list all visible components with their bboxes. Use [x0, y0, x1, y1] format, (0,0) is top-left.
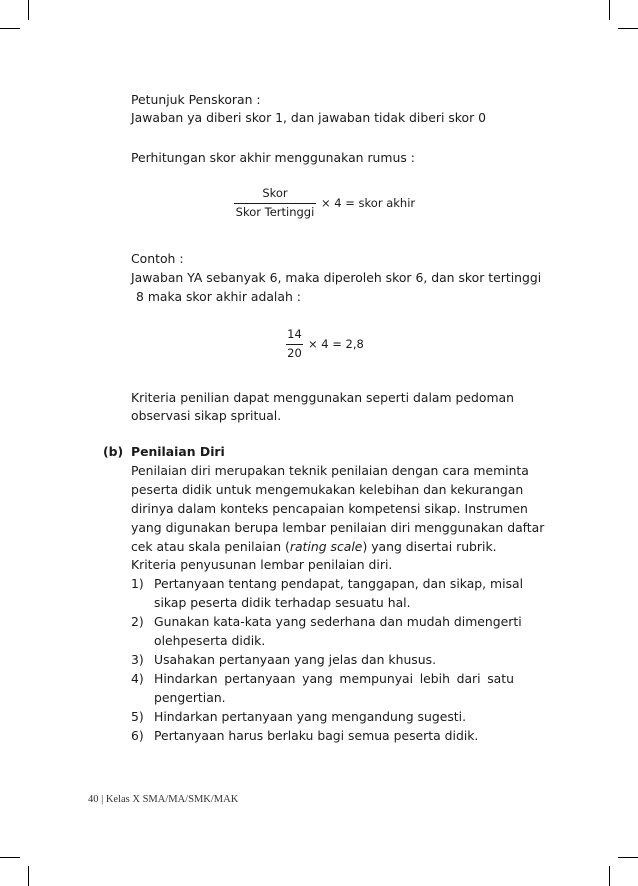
list-item: Pertanyaan tentang pendapat, tanggapan, dan sikap, misal: [154, 576, 524, 591]
paragraph-line: peserta didik untuk mengemukakan kelebihan dan kekurangan: [131, 482, 524, 497]
paragraph-text: cek atau skala penilaian (: [131, 539, 290, 554]
formula-intro: Perhitungan skor akhir menggunakan rumus :: [131, 150, 415, 165]
list-item: Usahakan pertanyaan yang jelas dan khusus.: [154, 652, 437, 667]
list-item: Pertanyaan harus berlaku bagi semua peserta didik.: [154, 728, 479, 743]
formula-denominator: Skor Tertinggi: [235, 205, 315, 219]
paragraph-line: Penilaian diri merupakan teknik penilaian dengan cara meminta: [131, 463, 529, 478]
example-denominator: 20: [287, 346, 302, 360]
list-item: pengertian.: [154, 690, 226, 705]
paragraph-line: yang digunakan berupa lembar penilaian diri menggunakan daftar: [131, 520, 545, 535]
formula-numerator: Skor: [262, 186, 288, 200]
crop-mark: [618, 857, 638, 858]
list-number: 1): [131, 576, 144, 591]
example-heading: Contoh :: [131, 251, 184, 266]
fraction-bar: [286, 344, 303, 345]
formula-result: × 4 = skor akhir: [321, 196, 416, 210]
example-formula: [286, 327, 376, 361]
list-item: olehpeserta didik.: [154, 633, 266, 648]
crop-mark: [618, 28, 638, 29]
crop-mark: [0, 857, 20, 858]
list-item: Hindarkan pertanyaan yang mempunyai lebih dari satu: [154, 671, 514, 686]
example-numerator: 14: [287, 327, 302, 341]
example-line: Jawaban YA sebanyak 6, maka diperoleh skor 6, dan skor tertinggi: [131, 270, 542, 285]
list-number: 4): [131, 671, 144, 686]
crop-mark: [28, 0, 29, 20]
example-result: × 4 = 2,8: [308, 337, 364, 351]
list-number: 2): [131, 614, 144, 629]
list-item: Hindarkan pertanyaan yang mengandung sugesti.: [154, 709, 467, 724]
list-item: sikap peserta didik terhadap sesuatu hal.: [154, 595, 411, 610]
section-title: Penilaian Diri: [131, 444, 225, 459]
list-number: 3): [131, 652, 144, 667]
crop-mark: [609, 0, 610, 20]
example-line: 8 maka skor akhir adalah :: [136, 289, 301, 304]
rating-scale-term: rating scale: [289, 539, 363, 554]
list-number: 5): [131, 709, 144, 724]
list-item: Gunakan kata-kata yang sederhana dan mudah dimengerti: [154, 614, 522, 629]
scoring-heading: Petunjuk Penskoran :: [131, 92, 261, 107]
crop-mark: [28, 866, 29, 886]
page-footer: 40 | Kelas X SMA/MA/SMK/MAK: [88, 794, 239, 805]
crop-mark: [0, 28, 20, 29]
fraction-bar: [234, 203, 316, 204]
crop-mark: [609, 866, 610, 886]
criteria-intro: Kriteria penyusunan lembar penilaian diri.: [131, 557, 393, 572]
criteria-line: observasi sikap spritual.: [131, 408, 282, 423]
paragraph-line: dirinya dalam konteks pencapaian kompetensi sikap. Instrumen: [131, 501, 528, 516]
scoring-rule: Jawaban ya diberi skor 1, dan jawaban tidak diberi skor 0: [131, 110, 487, 125]
list-number: 6): [131, 728, 144, 743]
score-formula: [234, 186, 414, 220]
criteria-line: Kriteria penilian dapat menggunakan seperti dalam pedoman: [131, 390, 514, 405]
paragraph-text: ) yang disertai rubrik.: [362, 539, 497, 554]
section-marker: (b): [103, 444, 124, 459]
paragraph-line: [131, 539, 497, 555]
